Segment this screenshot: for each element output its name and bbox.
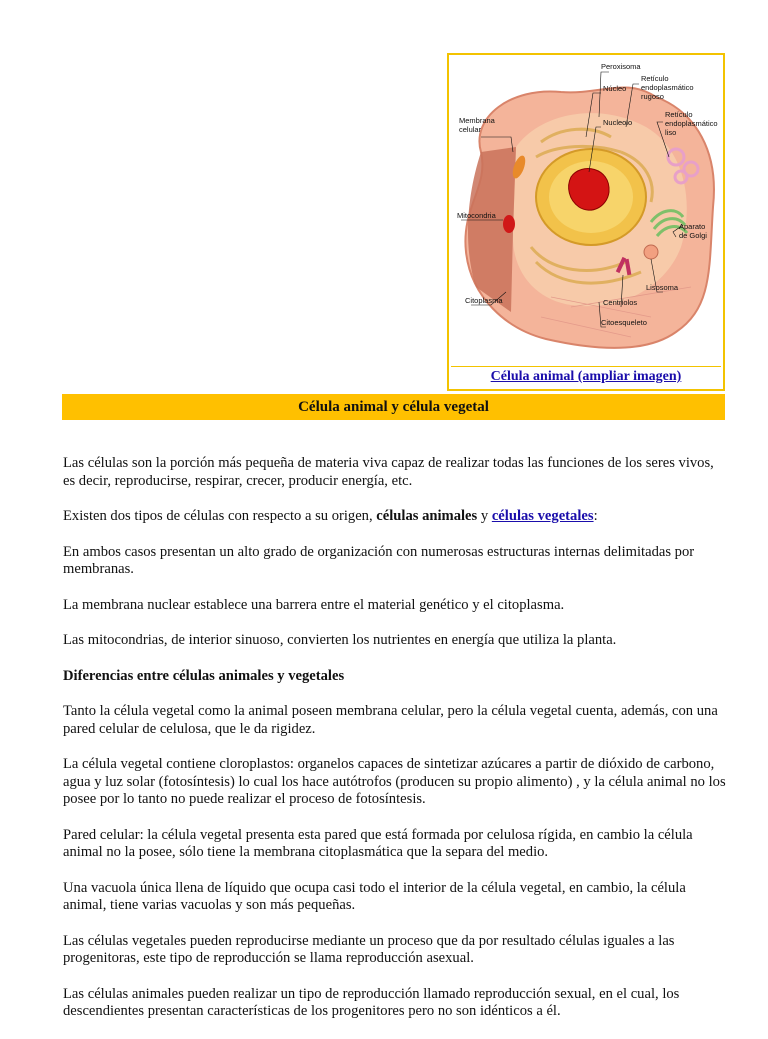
paragraph: Las mitocondrias, de interior sinuoso, convierten los nutrientes en energía que utiliza la planta.	[63, 632, 617, 648]
label-reticulo-rugoso-3: rugoso	[641, 92, 664, 101]
svg-text:de Golgi	[679, 231, 707, 240]
svg-text:rugoso	[641, 92, 664, 101]
svg-text:Membrana	[459, 116, 496, 125]
paragraph: Una vacuola única llena de líquido que ocupa casi todo el interior de la célula vegetal, en cambio, la célula animal, tiene varias vacuolas y son más pequeñas.	[63, 879, 686, 913]
label-reticulo-rugoso-2: endoplasmático	[641, 83, 694, 92]
svg-text:Retículo	[665, 110, 693, 119]
svg-text:endoplasmático	[641, 83, 694, 92]
paragraph: La membrana nuclear establece una barrera entre el material genético y el citoplasma.	[63, 596, 565, 613]
svg-text:Aparato	[679, 222, 705, 231]
celulas-vegetales-link[interactable]: células vegetales	[491, 508, 594, 524]
svg-text:Mitocondria	[457, 211, 497, 220]
paragraph: Las células vegetales pueden reproducirse mediante un proceso que da por resultado células iguales a las progenitoras, este tipo de reproducción se llama reproducción asexual.	[63, 932, 675, 966]
paragraph: En ambos casos presentan un alto grado de organización con numerosas estructuras internas delimitadas por membranas.	[63, 543, 695, 577]
paragraph	[63, 508, 728, 526]
section-heading	[63, 668, 728, 686]
figure-caption	[451, 366, 721, 387]
text: Existen dos tipos de células con respecto a su origen,	[63, 508, 377, 524]
bold-term: células animales	[376, 508, 478, 524]
label-membrana-2: celular	[459, 125, 482, 134]
label-golgi-2: de Golgi	[679, 231, 707, 240]
svg-text:Citoplasma	[465, 296, 503, 305]
label-golgi-1: Aparato	[679, 222, 706, 231]
svg-text:Núcleo	[603, 84, 626, 93]
svg-text:celular	[459, 125, 482, 134]
label-centriolos: Centríolos	[603, 298, 638, 307]
paragraph: Pared celular: la célula vegetal presenta esta pared que está formada por celulosa rígida, en cambio la célula animal no la posee, sólo tiene la membrana citoplasmática que la separa del medio.	[63, 826, 693, 860]
label-nucleolo: Nucleolo	[603, 118, 633, 127]
label-citoplasma: Citoplasma	[465, 296, 503, 305]
paragraph: Las células animales pueden realizar un tipo de reproducción llamado reproducción sexual, en el cual, los descendientes presentan características de los progenitores pero no son idénticos a él.	[63, 985, 680, 1019]
label-reticulo-liso-1: Retículo	[665, 110, 693, 119]
text: :	[593, 508, 598, 524]
label-reticulo-liso-2: endoplasmático	[665, 119, 718, 128]
label-peroxisoma: Peroxisoma	[601, 62, 641, 71]
section-banner: Célula animal y célula vegetal	[62, 394, 725, 420]
heading-text: Diferencias entre células animales y vegetales	[63, 667, 345, 684]
enlarge-image-link[interactable]: Célula animal (ampliar imagen)	[490, 369, 682, 384]
label-reticulo-rugoso-1: Retículo	[641, 74, 669, 83]
paragraph: Tanto la célula vegetal como la animal poseen membrana celular, pero la célula vegetal cuenta, además, con una pared celular de celulosa, que le da rigidez.	[63, 703, 718, 737]
label-reticulo-liso-3: liso	[665, 128, 677, 137]
article-body	[63, 455, 728, 1039]
svg-text:Citoesqueleto	[601, 318, 647, 327]
svg-text:liso	[665, 128, 676, 137]
label-nucleo: Núcleo	[603, 84, 627, 93]
svg-text:Lisosoma	[646, 283, 679, 292]
text: y	[477, 508, 492, 524]
svg-text:Centríolos	[603, 298, 637, 307]
svg-text:Peroxisoma	[601, 62, 641, 71]
label-membrana-1: Membrana	[459, 116, 495, 125]
label-mitocondria: Mitocondria	[457, 211, 496, 220]
cell-figure-box	[447, 53, 725, 391]
svg-text:Retículo	[641, 74, 669, 83]
label-citoesqueleto: Citoesqueleto	[601, 318, 647, 327]
label-lisosoma: Lisosoma	[646, 283, 679, 292]
svg-text:Nucleolo	[603, 118, 632, 127]
paragraph: La célula vegetal contiene cloroplastos: organelos capaces de sintetizar azúcares a partir de dióxido de carbono, agua y luz solar (fotosíntesis) lo cual los hace autótrofos (producen su propio alimento) , y la célula animal no los posee por lo tanto no puede realizar el proceso de fotosíntesis.	[63, 756, 726, 807]
svg-text:endoplasmático	[665, 119, 718, 128]
animal-cell-diagram[interactable]	[451, 57, 721, 367]
paragraph: Las células son la porción más pequeña de materia viva capaz de realizar todas las funciones de los seres vivos, es decir, reproducirse, respirar, crecer, producir energía, etc.	[63, 455, 714, 489]
